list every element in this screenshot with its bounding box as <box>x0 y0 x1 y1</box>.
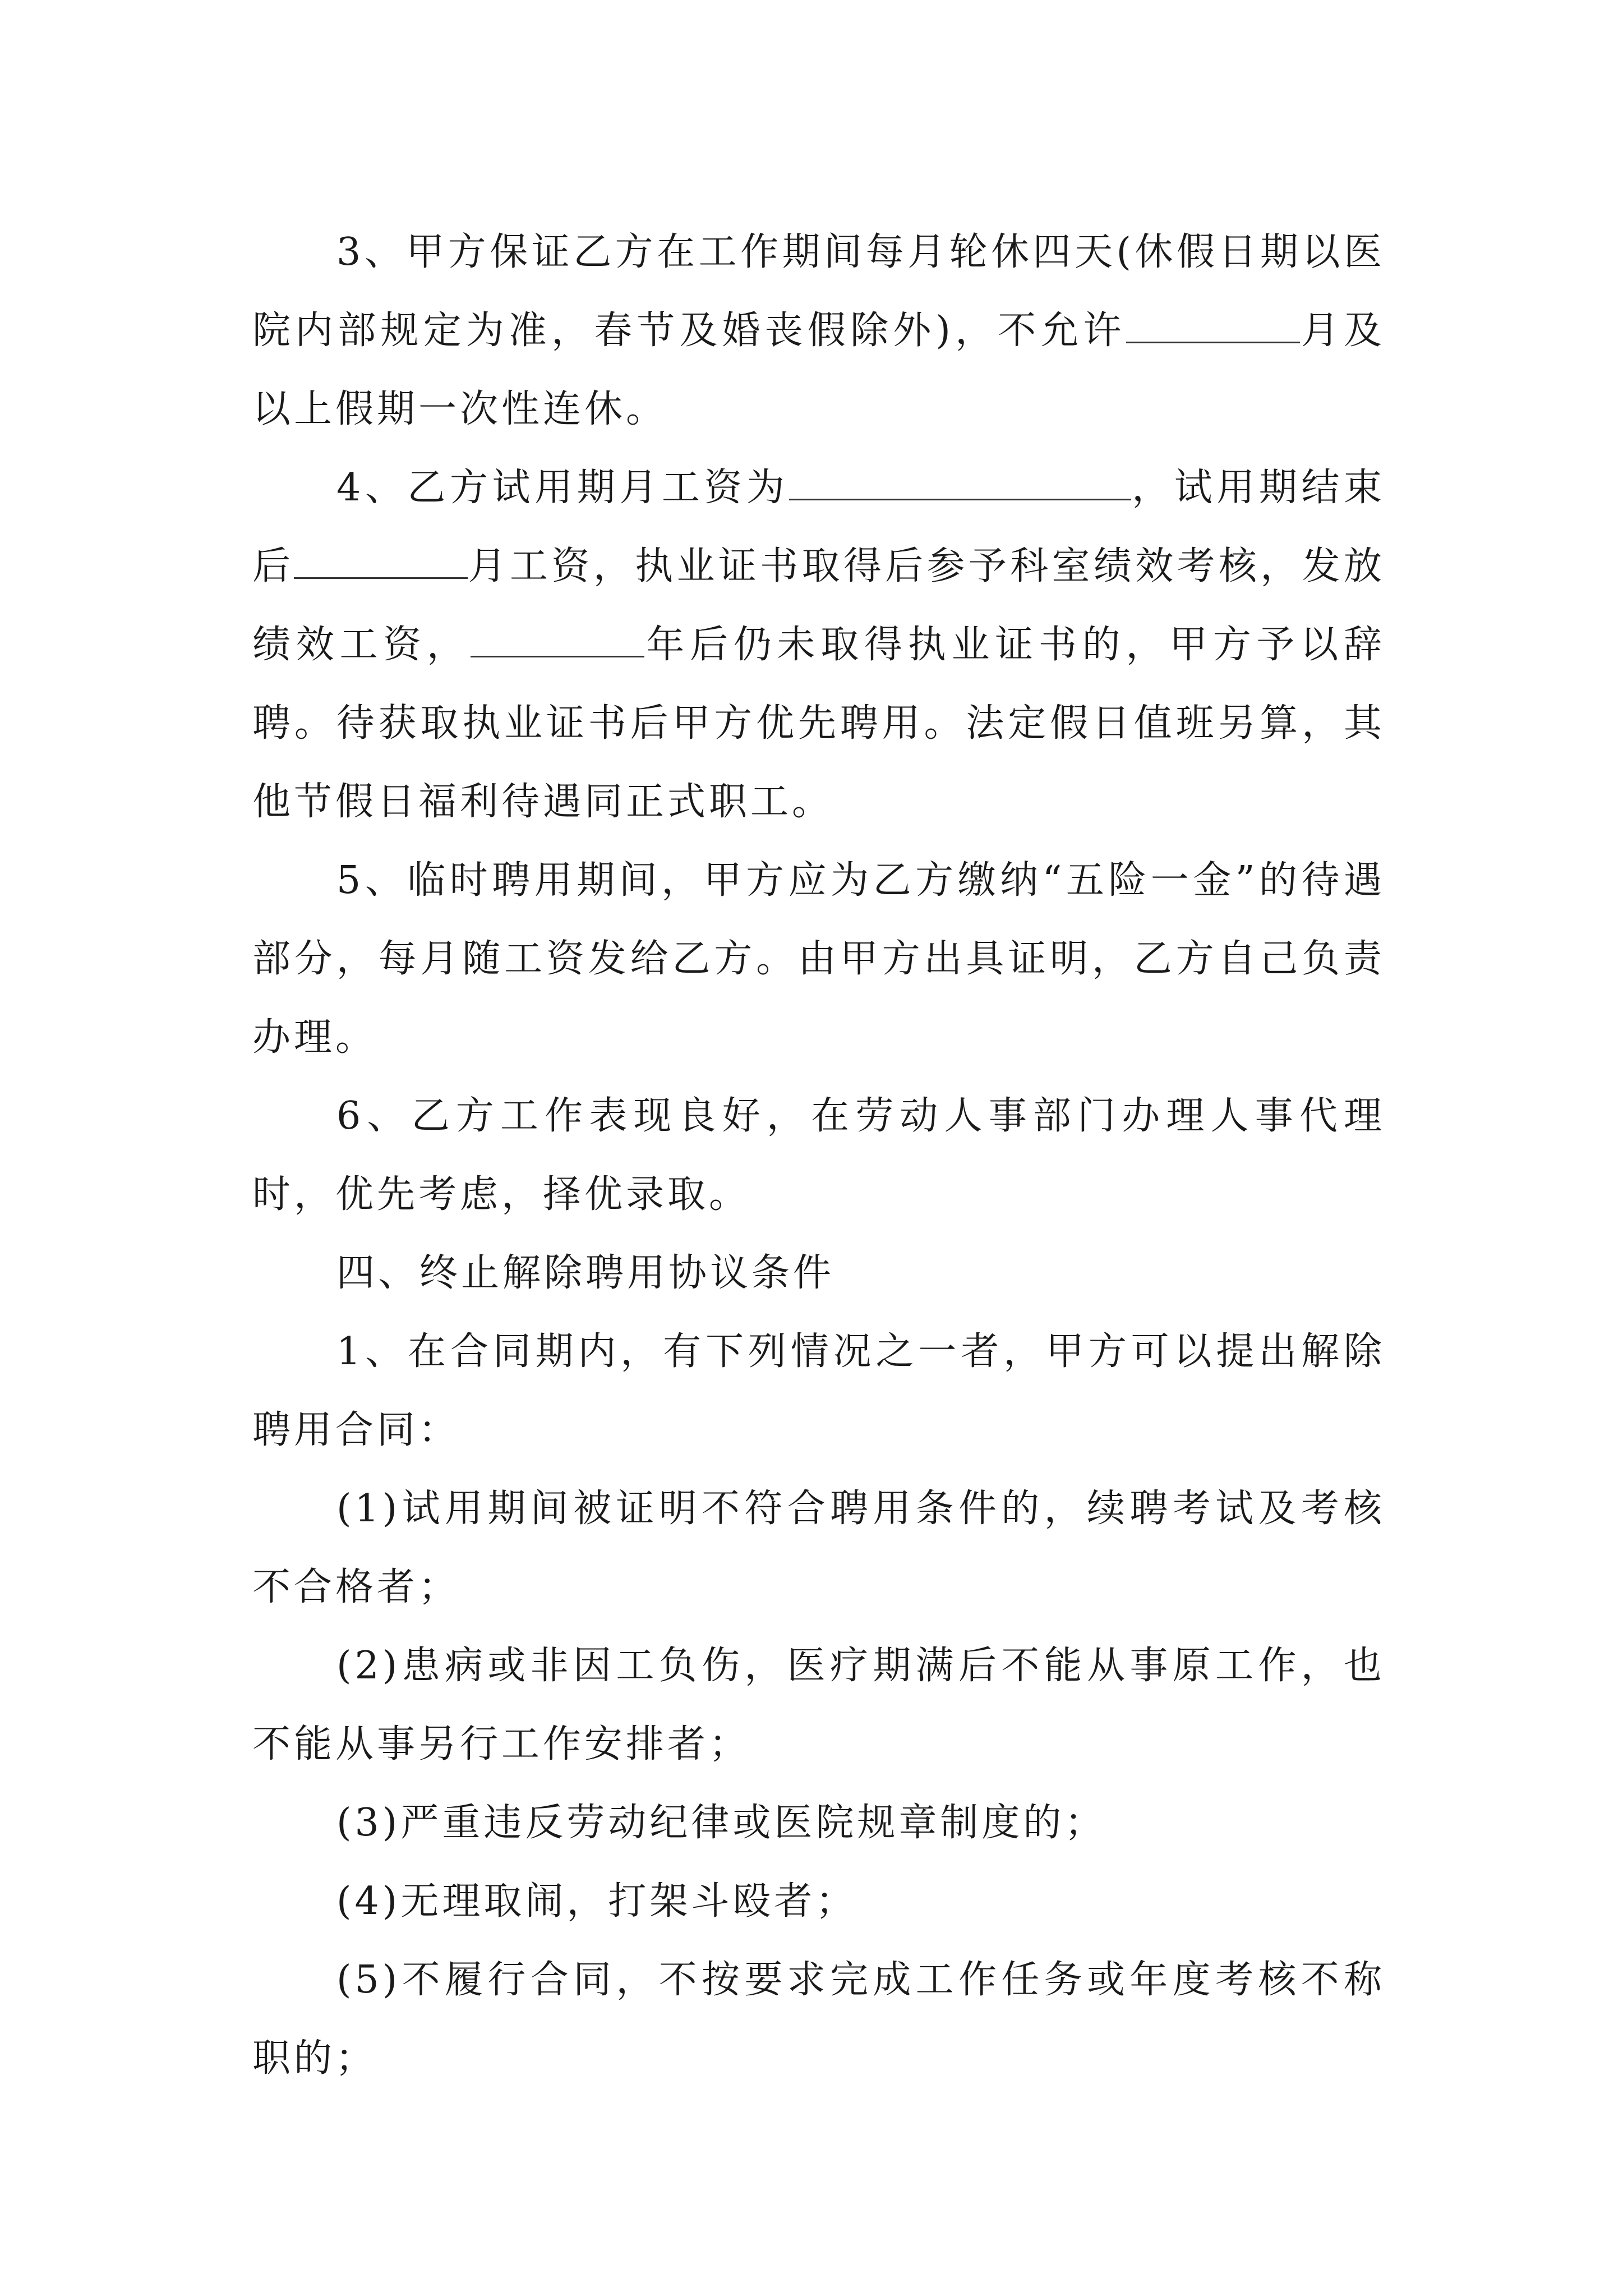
paragraph-text: 4、乙方试用期月工资为 <box>336 466 789 510</box>
paragraph-text: ，试用期结束后 <box>252 466 1385 588</box>
fill-in-blank[interactable] <box>471 622 644 657</box>
clause-item: (4)无理取闹，打架斗殴者； <box>336 1879 857 1924</box>
paragraph-text: 月及以上假期一次性连休。 <box>252 309 1385 431</box>
fill-in-blank[interactable] <box>1126 308 1300 343</box>
clause-item: (3)严重违反劳动纪律或医院规章制度的； <box>336 1801 1106 1845</box>
paragraph-text: 月工资，执业证书取得后参予科室绩效考核，发放绩效工资， <box>252 544 1385 667</box>
paragraph-text: 3、甲方保证乙方在工作期间每月轮休四天(休假日期以医院内部规定为准，春节及婚丧假除外)，不允许 <box>252 230 1385 353</box>
document-page <box>252 213 1385 2098</box>
paragraph-termination-intro: 1、在合同期内，有下列情况之一者，甲方可以提出解除聘用合同： <box>252 1329 1385 1452</box>
clause-item: (2)患病或非因工负伤，医疗期满后不能从事原工作，也不能从事另行工作安排者； <box>252 1644 1385 1766</box>
clause-item: (5)不履行合同，不按要求完成工作任务或年度考核不称职的； <box>252 1958 1385 2081</box>
paragraph-salary <box>252 449 1385 841</box>
fill-in-blank[interactable] <box>294 544 468 579</box>
paragraph-performance: 6、乙方工作表现良好，在劳动人事部门办理人事代理时，优先考虑，择优录取。 <box>252 1094 1385 1217</box>
paragraph-text: 年后仍未取得执业证书的，甲方予以辞聘。待获取执业证书后甲方优先聘用。法定假日值班另算，其他节假日福利待遇同正式职工。 <box>252 623 1385 824</box>
clause-item: (1)试用期间被证明不符合聘用条件的，续聘考试及考核不合格者； <box>252 1487 1385 1609</box>
paragraph-rest-days <box>252 213 1385 449</box>
paragraph-insurance: 5、临时聘用期间，甲方应为乙方缴纳“五险一金”的待遇部分，每月随工资发给乙方。由甲方出具证明，乙方自己负责办理。 <box>252 858 1385 1060</box>
section-heading: 四、终止解除聘用协议条件 <box>336 1251 835 1295</box>
fill-in-blank[interactable] <box>789 465 1131 500</box>
